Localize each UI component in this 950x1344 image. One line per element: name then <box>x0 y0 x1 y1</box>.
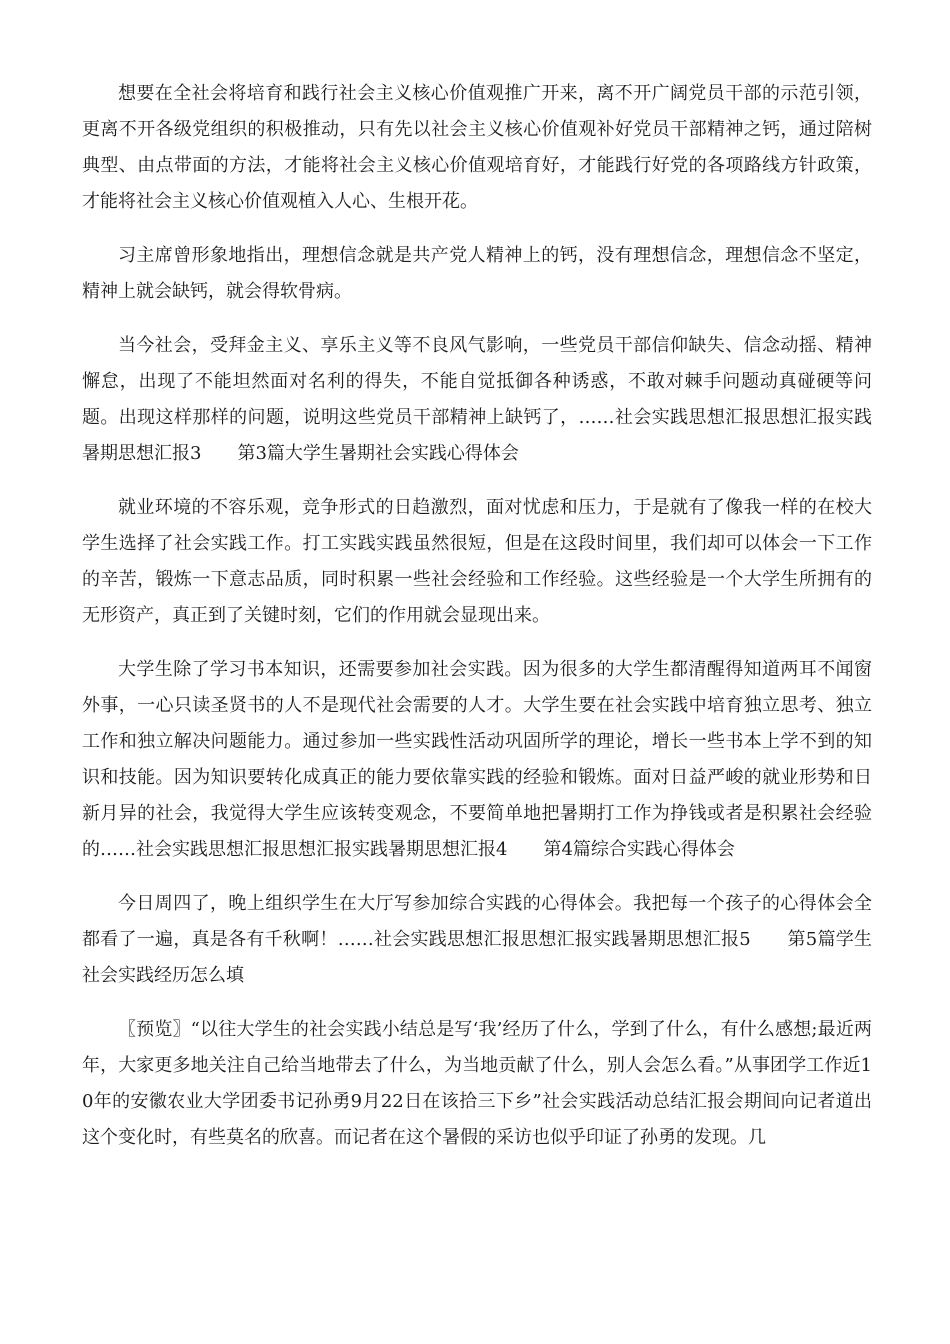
paragraph: 〖预览〗“以往大学生的社会实践小结总是写‘我’经历了什么，学到了什么，有什么感想;最近两年，大家更多地关注自己给当地带去了什么，为当地贡献了什么，别人会怎么看。”从事团学工作近10年的安徽农业大学团委书记孙勇9月22日在该拾三下乡”社会实践活动总结汇报会期间向记者道出这个变化时，有些莫名的欣喜。而记者在这个暑假的采访也似乎印证了孙勇的发现。几 <box>82 1019 872 1148</box>
document-body <box>82 76 872 1174</box>
paragraph: 大学生除了学习书本知识，还需要参加社会实践。因为很多的大学生都清醒得知道两耳不闻窗外事，一心只读圣贤书的人不是现代社会需要的人才。大学生要在社会实践中培育独立思考、独立工作和独立解决问题能力。通过参加一些实践性活动巩固所学的理论，增长一些书本上学不到的知识和技能。因为知识要转化成真正的能力要依靠实践的经验和锻炼。面对日益严峻的就业形势和日新月异的社会，我觉得大学生应该转变观念，不要简单地把暑期打工作为挣钱或者是积累社会经验的……社会实践思想汇报思想汇报实践暑期思想汇报4 第4篇综合实践心得体会 <box>82 659 872 860</box>
paragraph: 当今社会，受拜金主义、享乐主义等不良风气影响，一些党员干部信仰缺失、信念动摇、精神懈怠，出现了不能坦然面对名利的得失，不能自觉抵御各种诱惑，不敢对棘手问题动真碰硬等问题。出现这样那样的问题，说明这些党员干部精神上缺钙了，……社会实践思想汇报思想汇报实践暑期思想汇报3 第3篇大学生暑期社会实践心得体会 <box>82 335 872 464</box>
paragraph: 今日周四了，晚上组织学生在大厅写参加综合实践的心得体会。我把每一个孩子的心得体会全都看了一遍，真是各有千秋啊！……社会实践思想汇报思想汇报实践暑期思想汇报5 第5篇学生社会实践经历怎么填 <box>82 893 872 986</box>
paragraph: 习主席曾形象地指出，理想信念就是共产党人精神上的钙，没有理想信念，理想信念不坚定，精神上就会缺钙，就会得软骨病。 <box>82 245 872 302</box>
paragraph: 就业环境的不容乐观，竞争形式的日趋激烈，面对忧虑和压力，于是就有了像我一样的在校大学生选择了社会实践工作。打工实践实践虽然很短，但是在这段时间里，我们却可以体会一下工作的辛苦，锻炼一下意志品质，同时积累一些社会经验和工作经验。这些经验是一个大学生所拥有的无形资产，真正到了关键时刻，它们的作用就会显现出来。 <box>82 497 872 626</box>
paragraph: 想要在全社会将培育和践行社会主义核心价值观推广开来，离不开广阔党员干部的示范引领，更离不开各级党组织的积极推动，只有先以社会主义核心价值观补好党员干部精神之钙，通过陪树典型、由点带面的方法，才能将社会主义核心价值观培育好，才能践行好党的各项路线方针政策，才能将社会主义核心价值观植入人心、生根开花。 <box>82 83 872 212</box>
